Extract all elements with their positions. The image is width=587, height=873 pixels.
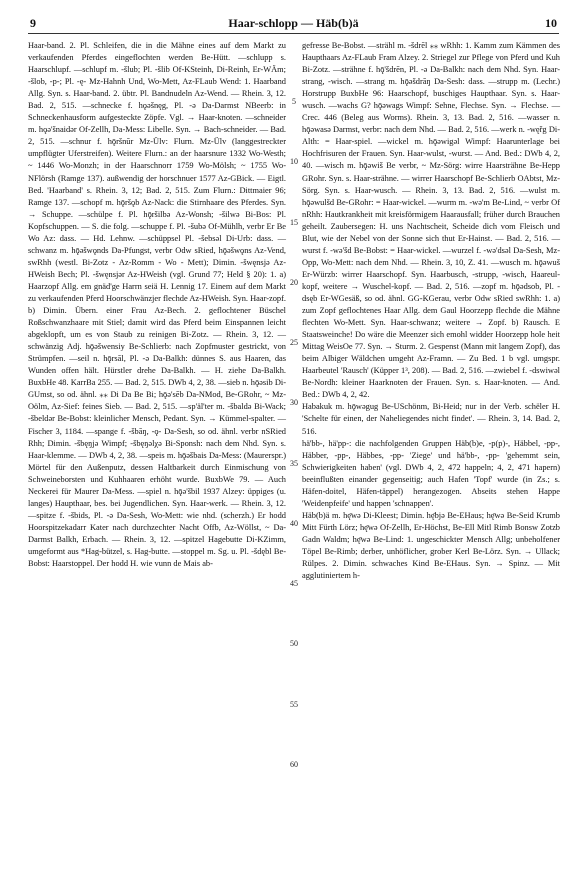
- line-number-20: 20: [290, 278, 298, 287]
- entry-habba: Häb(b)ä m. hę̄wǝ Di-Kleest; Dimin. hę̄bjǝ Be-EHaus; hę̄wǝ Be-Seid Krumb Mitt Fürth Lörz; hę̄wǝ Of-Zellh, Er-Höchst, Be-Ell Mitl Rimb Bonsw Zotzb Gadn Waldm; hę̄wǝ Be-Lind: 1. ungeschickter Mensch Allg; unbeholfener Töpel Be-Rimb; derber, unhöflicher, grober Kerl Be-Lörz. Syn. → Ullack; Rülpes. 2. Dimin. schwaches Kind Be-EHaus. Syn. → Spinz. — Mit agglutiniertem h-: [302, 510, 560, 581]
- line-number-55: 55: [290, 700, 298, 709]
- line-number-45: 45: [290, 579, 298, 588]
- line-number-5: 5: [292, 97, 296, 106]
- header-rule: [28, 33, 559, 34]
- line-number-15: 15: [290, 218, 298, 227]
- line-number-40: 40: [290, 519, 298, 528]
- line-number-50: 50: [290, 639, 298, 648]
- line-number-60: 60: [290, 760, 298, 769]
- line-number-10: 10: [290, 157, 298, 166]
- page-number-right: 10: [545, 16, 557, 30]
- line-number-25: 25: [290, 338, 298, 347]
- entry-haar-strahl-to-zwiebel: gefresse Be-Bobst. —strähl m. -šdrēl ⁎⁎ wRhh: 1. Kamm zum Kämmen des Haupthaars Az-FLaub Fram Alzey. 2. Striegel zur Pflege von Pferd und Kuh Bi-Zotz. —strähne f. hǭ'šdrēn, Pl. -ǝ Da-Balkh: nach dem Nhd. Syn. Haar-strang, -wisch. —strang m. hǭǝšdrāŋ Da-Sesh: dass. —strupp m. (Lechr.) Horstrupp BuxbHe 96: Haarschopf, buschiges Haupthaar. Syn. s. Haar-wusch. —wachs G? hǭǝwags Wimpf: Sehne, Flechse. Syn. → Flechse. — Crec. 446 (Beleg aus Worms). Rhein. 3, 13. Bad. 2, 516. —wasser n. hǭǝwasǝ Darmst, verbr: nach dem Nhd. — Bad. 2, 516. —werk n. -węřg Di-Alth: = Haar-spiel. —wickel m. hǭǝwigǝl Wimpf: Haarunterlage bei Hochfrisuren der Frauen. Syn. Haar-wulst, -wurst. — And. Bed.: DWb 4, 2, 40. —wisch m. hǭǝwiš Be verbr, ~ Mz-Sörg: wirre Haarsträhne Be-Hepp GRohr. Syn. s. Haar-strähne. — wirrer Haarschopf Be-Schlierb OAbtst, Mz-Sörg. Syn. s. Haar-wusch. — Rhein. 3, 13. Bad. 2, 516. —wulst m. hǭǝwulšd Be-GRohr: = Haar-wickel. —wurm m. -wǝ'm Be-Lind, ~ verbr Of nRhh: Hautkrankheit mit kreisförmigem Haarausfall; früher durch Brauchen geheilt. Zaubersegen: H. uns Nachtscheit, Scheide dich vom Fleisch und Blut, wie der Nebel von der Sonne sich thut Er-Hainst. — Bad. 2, 516. —wurst f. -wǝ'šd Be-Bobst: = Haar-wickel. —wurzel f. -wǝ'dsǝl Da-Sesh, Mz-Opp, Wo-Mett: nach dem Nhd. — Rhein. 3, 10, Z. 41. —wusch m. hǭǝwuš Er-Würzb: wirrer Haarschopf. Syn. Haarbusch, -strupp, -wisch, Haareul-kopf, weitere → Wuschel-kopf. — Bad. 2, 516. —zopf m. hǭǝdsob, Pl. -dsęb Er-WGesäß, so od. ähnl. GG-KGerau, verbr Odw sRied swRhh: 1. a) zum Zopf geflochtenes Haar Allg. dem Gaul Hoorzepp flechde die Mähne flechten Wo-Mett. Syn. Haar-schwanz; weitere → Zopf. b) Rausch. E Staatsweinche! Do wäre die Meenzer sich emohl widder Hoorzepp hole heit Mittag WeisOe 77. Syn. → Sturm. 2. Gespenst (Mann mit langem Zopf), das beim Albiger Wäldchen umgeht Az-Framn. — Zu Bed. 1 b vgl. umgspr. Haarbeutel 'Rausch' (Küpper 1³, 208). — Bad. 2, 516. —zwiebel f. -dswiwǝl Be-Nordh: kleiner Haarknoten der Frauen. Syn. s. Haar-knoten. — And. Bed.: DWb 4, 2, 42.: [302, 41, 560, 400]
- right-column: [302, 40, 560, 582]
- left-column: [28, 40, 286, 570]
- running-title: Haar-schlopp — Häb(b)ä: [228, 16, 359, 30]
- page-number-left: 9: [30, 16, 36, 30]
- entry-habakuk: Habakuk m. hǭwǝgug Be-USchönm, Bi-Heid; nur in der Verb. schëler H. 'Schelte für einen, der Naheliegendes nicht findet'. — Rhein. 3, 14. Bad. 2, 516.: [302, 402, 560, 436]
- page-header: [0, 16, 587, 34]
- left-column-text: Haar-band. 2. Pl. Schleifen, die in die Mähne eines auf dem Markt zu verkaufenden Pferdes eingeflochten werden Be-Hütt. —schlupp s. Haarschlupf. —schlupf m. -šlub; Pl. -šlib Of-KSteinh, Di-Reinh, Er-WÄm; -šlob, -p-; Pl. -ę- Mz-Hahnh Und, Wo-Mett, Az-FLaub Wend: 1. Haarband Allg. Syn. s. Haar-band. 2. übtr. Pl. Bandnudeln Az-Wend. — Rhein. 3, 12. Bad. 2, 515. —schnecke f. hǫǝšnęg, Pl. -ǝ Da-Darmst NBeerb: in Schneckenhausform aufgesteckte Zöpfe. Vgl. → Haar-knoten. —schneider m. hǫǝ'šnaidǝr Of-Zellh, Da-Mess: Libelle. Syn. → Bach-schneider. — Bad. 2, 515. —schnur f. hǭršnūr Mz-Ülv: Flurn. Mz-Ülv (langgestreckter umpflügter Uferstreifen). Weitere Flurn.: an der haarsnure 1332 Wo-Westh; ~ 1446 Wo-Monzh; in der Haarschnorr 1759 Wo-Mölsh; ~ 1755 Wo-NFlörsh (Ramge 137). außwendig der horschnuer 1577 Az-GBick. — Eigtl. Bed. 'Haarband' s. Rhein. 3, 12; Bad. 2, 515. Zum Flurn.: Dittmaier 96; Ramge 137. —schopf m. hǭršǫb Az-Nack: die Stirnhaare des Pferdes. Syn. → Schuppe. —schülpe f. Pl. hǭršilbǝ Az-Wonsh; -šilwǝ Bi-Bos: Pl. Kopfschuppen. — S. die folg. —schuppe f. Pl. -šubǝ Of-Mühlh, verbr Er Be Wo Az: dass. — Hd. Lehnw. —schüppsel Pl. -šebsǝl Di-Urb: dass. —schwanz m. hǭǝšwǫnds Da-Pfungst, verbr Odw sRied, hǭǝšwǫns Az-Vend, swRhh (westl. Bi-Zotz - Az-Romm - Wo - Mett); Dimin. -šwęnsjǝ Az-HWeish Bech; Pl. -šwęnsjǝr Az-HWeish (vgl. Grund 77; Held § 20): 1. a) Haarzopf Allg. em gnäd'ge Harrn seiä H. Lennig 17. Einem auf dem Markt zu verkaufenden Pferd Hoorschwänzjer flechde Az-HWeish. Syn. Haar-zopf. b) Dimin. Übern. einer Frau Az-Bech. 2. geflochtener Büschel Roßschwanzhaare mit Stiel; damit wird das Pferd beim Einspannen leicht abgeklopft, um es von Staub zu reinigen Bi-Zotz. — Rhein. 3, 12. —schwänzig Adj. hǭǝšwensiy Be-Schlierb: nach Zopfmuster gestrickt, von Strümpfen. —seil n. hǭrsāl, Pl. -ǝ Da-Balkh: dünnes S. aus Haaren, das Wunden offen hält. Hürstler drehe Da-Balkh. — H. ziehe Da-Balkh. BuxbHe 48. KarrBa 255. — Bad. 2, 515. DWb 4, 2, 38. —sieb n. hǭǝsib Di-GUmst, so od. ähnl. ⁎⁎ Di Da Be Bi; hǭǝ'sēb Da-NMod, Be-GRohr, ~ Mz-Oölm, Az-Sief: feines Sieb. — Bad. 2, 515. —sp'äl'ter m. -šbaldǝ Bi-Wack; -šbeldǝr Be-Bobst: kleinlicher Mensch, Pedant. Syn. → Kümmel-spalter. — Fischer 3, 1184. —spange f. -šbāŋ, -ǫ- Da-Sesh, so od. ähnl. verbr nSRied Rhh; Dimin. -šbęŋjǝ Wimpf; -šbęŋǝlχǝ Bi-Sponsh: nach dem Nhd. Syn. s. Haar-klemme. — DWb 4, 2, 38. —speis m. hǭǝšbais Da-Mess: (Maurerspr.) Mörtel für den Außenputz, dessen Haltbarkeit durch Einmischung von Schweineborsten und Kuhhaaren erhöht wurde. BuxbWe 79. — Auch Neckerei für Maurer Da-Mess. —spiel n. hǭǝ'šbil 1937 Alzey: üppiges (u. langes) Haupthaar, bes. bei Jugendlichen. Syn. Haar-werk. — Rhein. 3, 12. —spitze f. -šbids, Pl. -ǝ Da-Sesh, Wo-Mett: wie nhd. (scherzh.) Er hodd Hoorspitzekadarr Kater nach durchzechter Nacht Offb, Az-Wöllst, ~ Da-Darmst Balkh, Erbach. — Rhein. 3, 12. —spitzel Hagebutte Di-KZimm, umgeformt aus *Hag-bützel, s. Hag-butte. —stoppel m. Sg. u. Pl. -šdębl Be-Bobst: Haarstoppel. Der hodd H. wie vunn de Mais ab-: [28, 41, 286, 569]
- entry-habb-happ: hä'bb-, hä'pp-: die nachfolgenden Gruppen Häb(b)e, -p(p)-, Häbbel, -pp-, Häbber, -pp-, Häbbes, -pp- 'Ziege' und hä'bb-, -pp- 'gehemmt sein, Schwierigkeiten haben' (vgl. DWb 4, 2, 472 happeln; 4, 2, 471 hapern) beeinflußten einander gegenseitig; auch Hafen 'Topf' wurde (in Zs.; s. Häfen-doitel, Häfen-täppel) herangezogen. Abseits stehen Happe 'Weidenpfeife' und happen 'schnappen'.: [302, 438, 560, 508]
- line-number-30: 30: [290, 398, 298, 407]
- line-number-35: 35: [290, 459, 298, 468]
